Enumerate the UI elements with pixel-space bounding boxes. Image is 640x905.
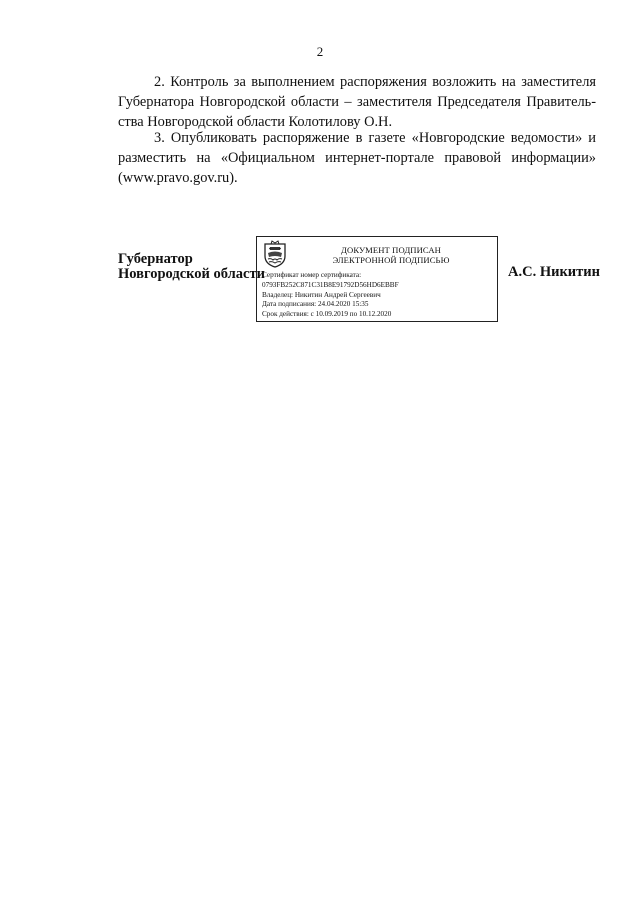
paragraph-control	[118, 72, 596, 132]
text-line: Губернатора Новгородской области – заместителя Председателя Правитель-	[118, 94, 596, 110]
page-number: 2	[316, 44, 324, 59]
electronic-signature-stamp	[256, 236, 498, 322]
signer-name: А.С. Никитин	[508, 264, 600, 280]
novgorod-coat-of-arms-icon	[262, 240, 288, 268]
signer-position	[118, 252, 265, 282]
stamp-details	[262, 271, 399, 320]
text-line: (www.pravo.gov.ru).	[118, 170, 238, 186]
stamp-heading-line: ДОКУМЕНТ ПОДПИСАН	[341, 245, 441, 255]
text-line: 2. Контроль за выполнением распоряжения возложить на заместителя	[154, 74, 596, 90]
stamp-heading-line: ЭЛЕКТРОННОЙ ПОДПИСЬЮ	[332, 255, 450, 265]
certificate-number: 0793FB252C871C31B8E91792D56HD6EBBF	[262, 280, 399, 289]
text-line: 3. Опубликовать распоряжение в газете «Новгородские ведомости» и	[154, 130, 596, 146]
signing-date: Дата подписания: 24.04.2020 15:35	[262, 300, 369, 309]
signer-position-line: Новгородской области	[118, 266, 265, 282]
stamp-heading	[291, 245, 491, 265]
text-line: разместить на «Официальном интернет-портале правовой информации»	[118, 150, 596, 166]
paragraph-publish	[118, 128, 596, 188]
text-line: ства Новгородской области Колотилову О.Н.	[118, 114, 393, 130]
certificate-owner: Владелец: Никитин Андрей Сергеевич	[262, 290, 381, 299]
signer-position-line: Губернатор	[118, 251, 193, 267]
certificate-validity: Срок действия: с 10.09.2019 по 10.12.2020	[262, 310, 392, 319]
certificate-label: Сертификат номер сертификата:	[262, 271, 362, 279]
